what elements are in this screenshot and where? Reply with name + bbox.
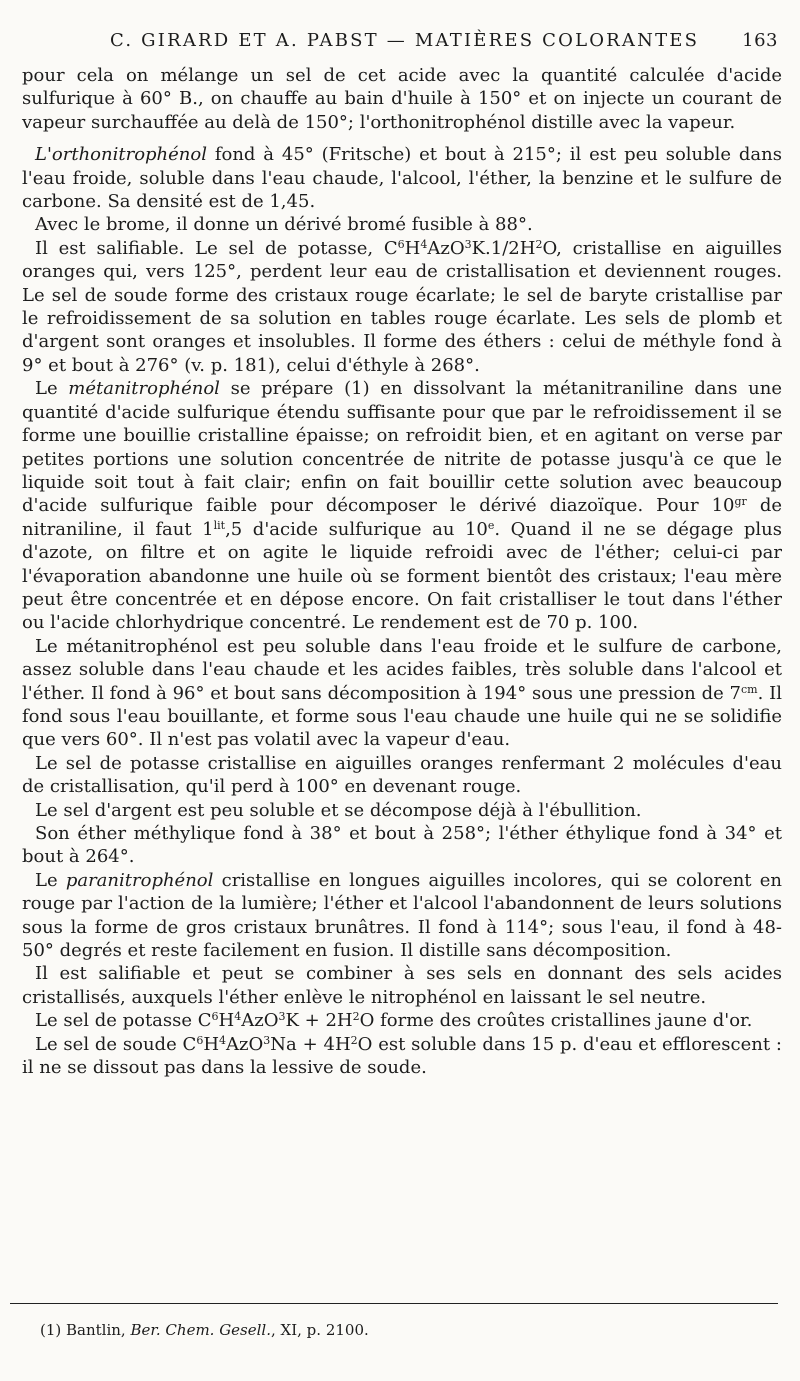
- paragraph: [22, 143, 782, 213]
- paragraph: [22, 1009, 782, 1032]
- running-header: [22, 30, 782, 56]
- formula-index: 2: [352, 1010, 360, 1024]
- formula-index: 3: [278, 1010, 286, 1024]
- formula-index: 6: [397, 237, 405, 251]
- paragraph-text: K + 2H: [285, 1010, 353, 1032]
- paragraph-text: ,5 d'acide sulfurique au 10: [225, 518, 488, 540]
- paragraph-text: cristallise en longues aiguilles incolores, qui se colorent en rouge par l'action de la lumière; l'éther et l'alcool l'abandonnent de leurs solutions sous la forme de gros cristaux brunâtres. Il fond à 114°; sous l'eau, il fond à 48-50° degrés et reste facilement en fusion. Il distille sans décomposition.: [22, 869, 783, 962]
- formula-index: 4: [234, 1010, 242, 1024]
- compound-name: L'orthonitrophénol: [35, 144, 207, 166]
- paragraph-text: Avec le brome, il donne un dérivé bromé fusible à 88°.: [35, 214, 533, 236]
- page-number: 163: [742, 30, 778, 51]
- paragraph-text: O forme des croûtes cristallines jaune d'or.: [359, 1010, 753, 1032]
- paragraph: [22, 799, 782, 822]
- paragraph-text: Le sel d'argent est peu soluble et se décompose déjà à l'ébullition.: [35, 799, 642, 821]
- paragraph-text: AzO: [427, 237, 465, 259]
- paragraph: [22, 237, 782, 377]
- paragraph: [22, 635, 782, 752]
- formula-index: 3: [263, 1033, 271, 1047]
- unit-abbrev: cm: [741, 682, 758, 696]
- paragraph-text: H: [404, 237, 421, 259]
- paragraph: [22, 962, 782, 1009]
- paragraph: [22, 213, 782, 236]
- formula-index: 4: [420, 237, 428, 251]
- paragraph: [22, 1033, 782, 1080]
- formula-index: 2: [535, 237, 543, 251]
- running-title: C. GIRARD ET A. PABST — MATIÈRES COLORANTES: [110, 30, 700, 51]
- paragraph: [22, 752, 782, 799]
- paragraph-text: Il est salifiable. Le sel de potasse, C: [35, 237, 398, 259]
- paragraph-text: K.1/2H: [471, 237, 536, 259]
- formula-index: 6: [211, 1010, 219, 1024]
- paragraph-text: Il est salifiable et peut se combiner à ses sels en donnant des sels acides cristallisés, auxquels l'éther enlève le nitrophénol en laissant le sel neutre.: [22, 963, 782, 1008]
- unit-abbrev: lit: [213, 518, 226, 532]
- paragraph-text: Le: [35, 378, 69, 400]
- compound-name: paranitrophénol: [65, 869, 214, 891]
- paragraph-text: O, cristallise en aiguilles oranges qui, vers 125°, perdent leur eau de cristallisation et deviennent rouges. Le sel de soude forme des cristaux rouge écarlate; le sel de baryte cristallise par le refroidissement de sa solution en tables rouge écarlate. Les sels de plomb et d'argent sont oranges et insolubles. Il forme des éthers : celui de méthyle fond à 9° et bout à 276° (v. p. 181), celui d'éthyle à 268°.: [22, 237, 782, 376]
- formula-index: 3: [464, 237, 472, 251]
- paragraph: [22, 377, 782, 634]
- footnote-marker: (1): [40, 1321, 62, 1339]
- paragraph-text: . Quand il ne se dégage plus d'azote, on filtre et on agite le liquide refroidi avec de l'éther; celui-ci par l'évaporation abandonne une huile où se forment bientôt des cristaux; l'eau mère peut être concentrée et en dépose encore. On fait cristalliser le tout dans l'éther ou l'acide chlorhydrique concentré. Le rendement est de 70 p. 100.: [22, 518, 783, 634]
- footnote-reference: , XI, p. 2100.: [271, 1321, 369, 1339]
- paragraph-text: H: [203, 1033, 220, 1055]
- paragraph-text: Le sel de soude C: [35, 1033, 197, 1055]
- paragraph-text: Le sel de potasse cristallise en aiguilles oranges renfermant 2 molécules d'eau de cristallisation, qu'il perd à 100° en devenant rouge.: [22, 752, 782, 798]
- footnote-author: Bantlin,: [61, 1321, 131, 1339]
- formula-index: 6: [196, 1033, 204, 1047]
- paragraph-text: Son éther méthylique fond à 38° et bout à 258°; l'éther éthylique fond à 34° et bout à 264°.: [22, 823, 782, 868]
- formula-index: 4: [219, 1033, 227, 1047]
- unit-abbrev: gr: [734, 495, 747, 509]
- paragraph-text: AzO: [226, 1033, 264, 1055]
- footnote: [40, 1320, 369, 1340]
- unit-abbrev: e: [487, 518, 495, 532]
- paragraph-text: H: [218, 1010, 235, 1032]
- footnote-rule: [10, 1303, 778, 1304]
- paragraph: [22, 822, 782, 869]
- paragraph-text: Na + 4H: [270, 1033, 351, 1055]
- footnote-journal: Ber. Chem. Gesell.: [130, 1321, 271, 1339]
- paragraph-text: . Il fond sous l'eau bouillante, et forme sous l'eau chaude une huile qui ne se solidifie que vers 60°. Il n'est pas volatil avec la vapeur d'eau.: [22, 682, 782, 751]
- paragraph-text: pour cela on mélange un sel de cet acide avec la quantité calculée d'acide sulfurique à 60° B., on chauffe au bain d'huile à 150° et on injecte un courant de vapeur surchauffée au delà de 150°; l'orthonitrophénol distille avec la vapeur.: [22, 65, 782, 133]
- paragraph-text: O est soluble dans 15 p. d'eau et efflorescent : il ne se dissout pas dans la lessive de soude.: [22, 1033, 782, 1079]
- paragraph-text: fond à 45° (Fritsche) et bout à 215°; il est peu soluble dans l'eau froide, soluble dans l'eau chaude, l'alcool, l'éther, la benzine et le sulfure de carbone. Sa densité est de 1,45.: [22, 144, 782, 213]
- paragraph-text: Le: [35, 869, 66, 891]
- formula-index: 2: [350, 1033, 358, 1047]
- compound-name: métanitrophénol: [68, 378, 220, 400]
- paragraph: [22, 64, 782, 134]
- paragraph-text: de nitraniline, il faut 1: [22, 495, 783, 540]
- page: [22, 30, 782, 1079]
- paragraph-text: Le sel de potasse C: [35, 1010, 212, 1032]
- paragraph-text: se prépare (1) en dissolvant la métanitraniline dans une quantité d'acide sulfurique étendu suffisante pour que par le refroidissement il se forme une bouillie cristalline épaisse; on refroidit bien, et en agitant on verse par petites portions une solution concentrée de nitrite de potasse jusqu'à ce que le liquide soit tout à fait clair; enfin on fait bouillir cette solution avec beaucoup d'acide sulfurique faible pour décomposer le dérivé diazoïque. Pour 10: [22, 378, 782, 517]
- paragraph: [22, 869, 782, 963]
- paragraph-text: Le métanitrophénol est peu soluble dans l'eau froide et le sulfure de carbone, assez soluble dans l'eau chaude et les acides faibles, très soluble dans l'alcool et l'éther. Il fond à 96° et bout sans décomposition à 194° sous une pression de 7: [22, 635, 782, 704]
- paragraph-text: AzO: [241, 1010, 279, 1032]
